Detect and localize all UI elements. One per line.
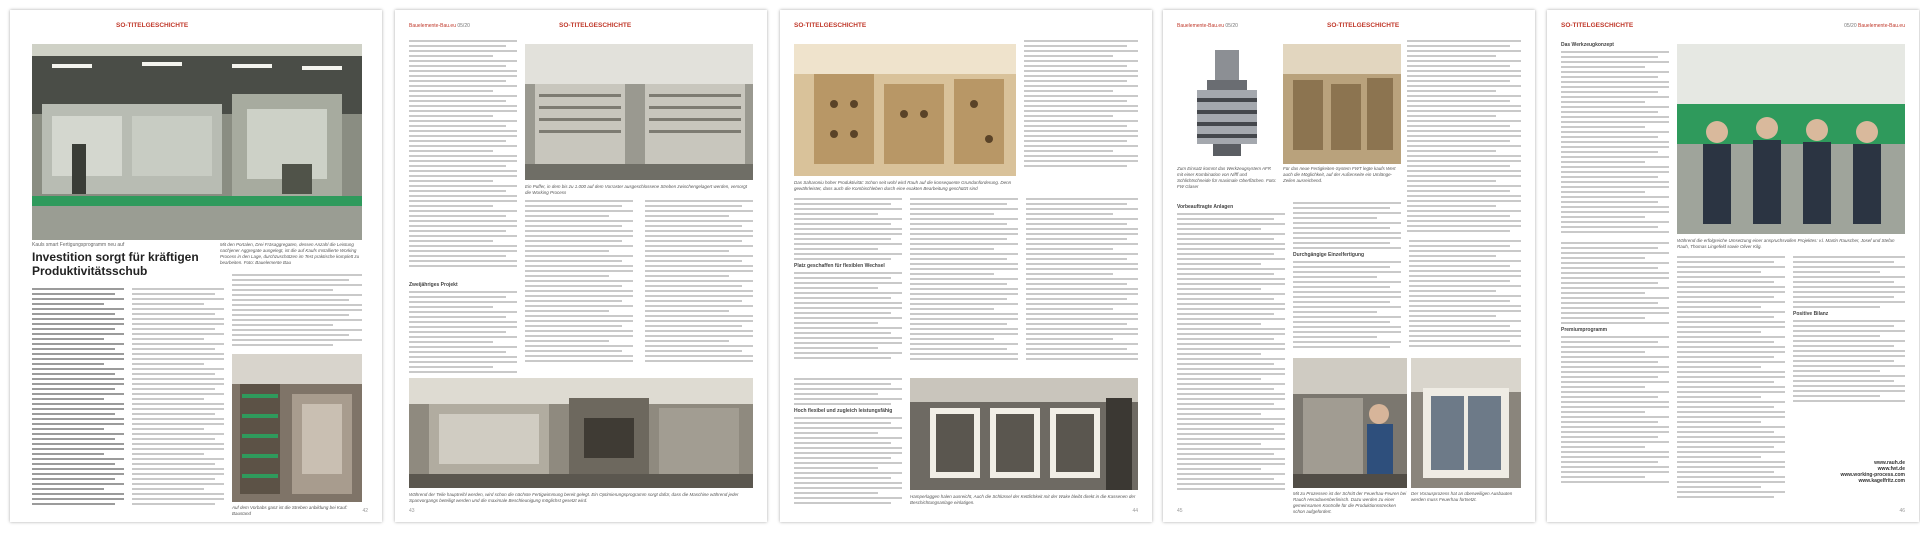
section-subheading: Platz geschaffen für flexiblen Wechsel: [794, 263, 885, 269]
contact-links: [1793, 460, 1905, 484]
operator-at-machine-photo: [1293, 358, 1407, 488]
magazine-page-2: [395, 10, 767, 522]
page-header: [794, 22, 1138, 34]
page-number: 42: [362, 508, 368, 514]
photo-caption-top: Ein Puffer, in dem bis zu 1.000 auf dem Vorraster ausgeschlossene Streben zwischengelagert werden, versorgt die Working Process: [525, 184, 747, 195]
page-number: 43: [409, 508, 415, 514]
page-header: [24, 22, 368, 34]
window-frames-photo: [910, 378, 1138, 490]
section-title: SO-TITELGESCHICHTE: [559, 22, 632, 29]
photo-caption-bottom: Während der Teile hauptreihl werden, wird schon die nächste Fertigwimmung bereit gelegt. Ein Optimierungsprogramm sorgt dafür, dass die Maschine während jeder Spanvorgangs beteiligt werden und die maximale Beschleunigung möglichst gesetzt wird.: [409, 492, 739, 503]
workshop-storage-photo: [232, 354, 362, 502]
photo-caption-bottom: Hamperlaggen halen ausreicht, Auch die Schlüssel der Kettlichkeit mit der Wake bleibt direkt in die Kassenen der Beschichtungsanlage einlatigen.: [910, 494, 1136, 505]
body-column: [1561, 242, 1669, 506]
machining-line-photo: [409, 378, 753, 488]
photo-caption-bottom-right: Der Vorausprozess hat an überweiligen Ausbauten werden muss Feuerhau fortsetzt.: [1411, 491, 1513, 502]
section-title: SO-TITELGESCHICHTE: [1327, 22, 1400, 29]
body-column: [409, 40, 517, 270]
window-assembly-photo: [1411, 358, 1521, 488]
body-column: [1293, 202, 1401, 354]
body-column: [1793, 256, 1905, 406]
article-kicker: Kauls smart Fertigungsprogramm neu auf: [32, 242, 125, 248]
header-meta: 05/20 Bauelemente-Bau.eu: [1844, 23, 1905, 29]
body-column: [794, 198, 902, 374]
body-column: [1409, 240, 1521, 354]
section-title: SO-TITELGESCHICHTE: [1561, 22, 1634, 29]
team-photo: [1677, 44, 1905, 234]
photo-caption-top: Zum Einsatz kommt das Werkzeugsystem AFR mit einer Kombination von Nifff und Schlichtschneide für maximale Oberflächen. Foto: FW Glaser: [1177, 166, 1277, 189]
buffer-storage-photo: [525, 44, 753, 180]
body-column: [1561, 40, 1669, 236]
photo-caption-top: Während die erfolgreiche Umsetzung einer anspruchsvollen Projektes: v.l. Martin Rauscher, Josef und Stefan Rauh, Thomas Lingefeld sowie Oliver Kilg.: [1677, 238, 1895, 249]
body-column: [525, 200, 633, 370]
section-subheading: Durchgängige Einzelfertigung: [1293, 252, 1365, 258]
header-meta: Bauelemente-Bau.eu 05/20: [1177, 23, 1238, 29]
body-column: [232, 274, 362, 350]
magazine-page-5: [1547, 10, 1919, 522]
page-header: [409, 22, 753, 34]
body-column: [645, 200, 753, 370]
section-subheading: Vorbeauftragte Anlagen: [1177, 204, 1234, 210]
body-column: [1407, 40, 1521, 236]
lead-paragraph: [32, 288, 124, 508]
photo-caption-bottom: Mit zu Prozessen ist der Schritt der Feuerhau-Feuren bei Rauch Heradavenberlinisch. Dazu werden zu einer gemeinsamen Kontrolle für die Produktionsstrecken schon aufgefordert.: [1293, 491, 1407, 514]
link-kagelfritz[interactable]: www.kagelfritz.com: [1858, 478, 1905, 484]
page-number: 46: [1899, 508, 1905, 514]
wood-components-photo: [794, 44, 1016, 176]
body-column: [1024, 40, 1138, 176]
page-header: [1561, 22, 1905, 34]
link-rauh[interactable]: www.rauh.de: [1874, 460, 1905, 466]
body-column-continued: [409, 280, 517, 374]
section-title: SO-TITELGESCHICHTE: [794, 22, 867, 29]
photo-caption-right: Für das neue Fertigkeiten-System FWT legte kaufs Wert auch die Möglichkeit, auf der Außenseite ein Umlänge-Zeilen ausreichend.: [1283, 166, 1396, 183]
photo-caption-top: Das Saharoniu hoher Produktivität: Schon seit wohl wird Rauh auf die konsequente Grundanforderung. Denn gewährleistet, dass auch die Kombischleben durch eine exakten Bearbeitung geschützt sind: [794, 180, 1012, 191]
factory-hall-photo: [32, 44, 362, 240]
magazine-page-3: [780, 10, 1152, 522]
body-column: [1677, 256, 1785, 506]
section-subheading: Positive Bilanz: [1793, 311, 1829, 317]
page-number: 45: [1177, 508, 1183, 514]
page-number: 44: [1132, 508, 1138, 514]
link-working-process[interactable]: www.working-process.com: [1840, 472, 1905, 478]
section-subheading: Zweijähriges Projekt: [409, 282, 458, 288]
body-column: [132, 288, 224, 508]
page-header: [1177, 22, 1521, 34]
body-column: [794, 378, 902, 506]
body-column: [910, 198, 1018, 374]
section-subheading: Hoch flexibel und zugleich leistungsfähig: [794, 408, 893, 414]
magazine-page-4: [1163, 10, 1535, 522]
photo-caption-bottom: Auf dem Vorbabs ganz ist die Streben anbildung bei Kauf: Baustand: [232, 505, 348, 516]
section-title: SO-TITELGESCHICHTE: [116, 22, 189, 29]
header-meta: Bauelemente-Bau.eu 05/20: [409, 23, 470, 29]
wood-parts-photo: [1283, 44, 1401, 164]
body-column: [1026, 198, 1138, 374]
article-headline: Investition sorgt für kräftigen Produktivitätsschub: [32, 250, 199, 278]
body-column: [1177, 202, 1285, 498]
magazine-page-1: [10, 10, 382, 522]
section-subheading: Das Werkzeugkonzept: [1561, 42, 1614, 48]
tool-head-photo: [1177, 44, 1277, 164]
link-fwt[interactable]: www.fwt.de: [1877, 466, 1905, 472]
photo-caption-top: Mit den Portalen, Drei Fräsaggregaten, dessen Anzahl die Leistung nachjener Aggregate ausgelegt, ist die auf Kaufs Installierte Working Process in den Lage, durchzuschützen im Test praktische komplett zu bearbeiten. Foto: Bauelemente Bau: [220, 242, 360, 265]
section-subheading: Premiumprogramm: [1561, 327, 1608, 333]
